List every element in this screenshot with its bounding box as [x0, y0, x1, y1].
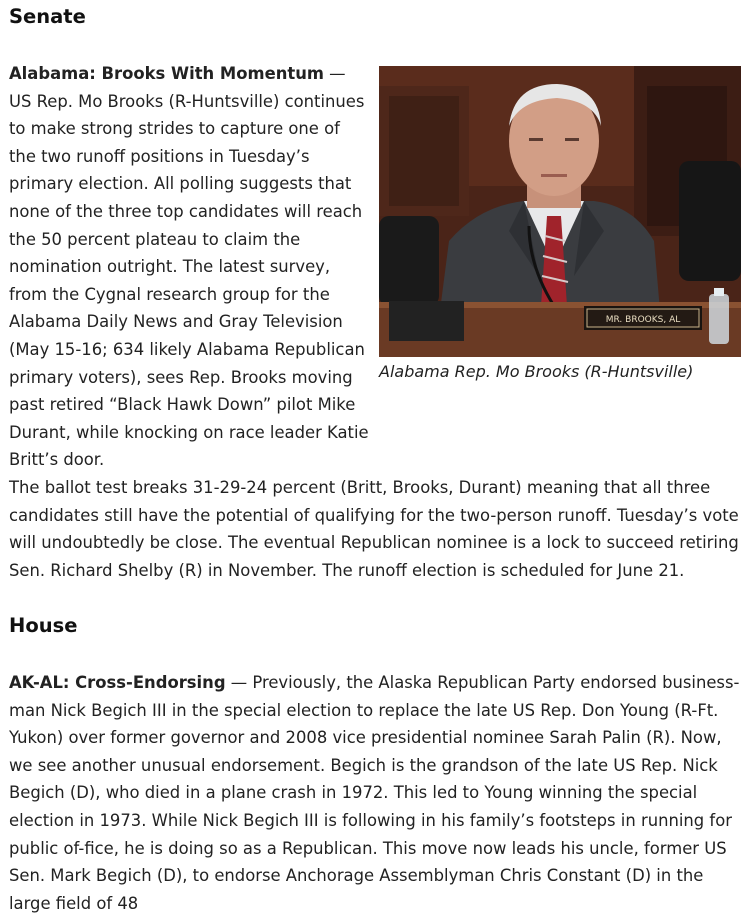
house-body: — Previously, the Alaska Republican Party endorsed business-man Nick Begich III in the special election to replace the late US Rep. Don Young (R-Ft. Yukon) over former governor and 2008 vice presidential nominee Sarah Palin (R). Now, we see another unusual endorsement. Begich is the grandson of the late US Rep. Nick Begich (D), who died in a plane crash in 1972. This led to Young winning the special election in 1973. While Nick Begich III is following in his family’s footsteps in running for public of-fice, he is doing so as a Republican. This move now leads his uncle, former US Sen. Mark Begich (D), to endorse Anchorage Assemblyman Chris Constant (D) in the large field of 48: [9, 673, 740, 913]
mo-brooks-photo: [379, 66, 741, 357]
senate-body: — US Rep. Mo Brooks (R-Huntsville) continues to make strong strides to capture one of the two runoff positions in Tuesday’s primary election. All polling suggests that none of the three top candidates will reach the 50 percent plateau to claim the nomination outright. The latest survey, from the Cygnal research group for the Alabama Daily News and Gray Television (May 15-16; 634 likely Alabama Republican primary voters), sees Rep. Brooks moving past retired “Black Hawk Down” pilot Mike Durant, while knocking on race leader Katie Britt’s door.: [9, 64, 369, 470]
house-heading: House: [9, 614, 78, 637]
photo-caption: Alabama Rep. Mo Brooks (R-Huntsville): [379, 362, 694, 381]
photo-figure: [379, 66, 741, 384]
senate-lede: Alabama: Brooks With Momentum: [9, 64, 324, 83]
senate-paragraph-2: The ballot test breaks 31-29-24 percent (Britt, Brooks, Durant) meaning that all three candidates still have the potential of qualifying for the two-person runoff. Tuesday’s vote will undoubtedly be close. The eventual Republican nominee is a lock to succeed retiring Sen. Richard Shelby (R) in November. The runoff election is scheduled for June 21.: [9, 478, 739, 580]
house-lede: AK-AL: Cross-Endorsing: [9, 673, 226, 692]
nameplate-text: MR. BROOKS, AL: [605, 315, 681, 325]
senate-paragraph-1: [9, 60, 369, 474]
senate-heading: Senate: [9, 5, 86, 28]
house-paragraph: [9, 669, 744, 917]
